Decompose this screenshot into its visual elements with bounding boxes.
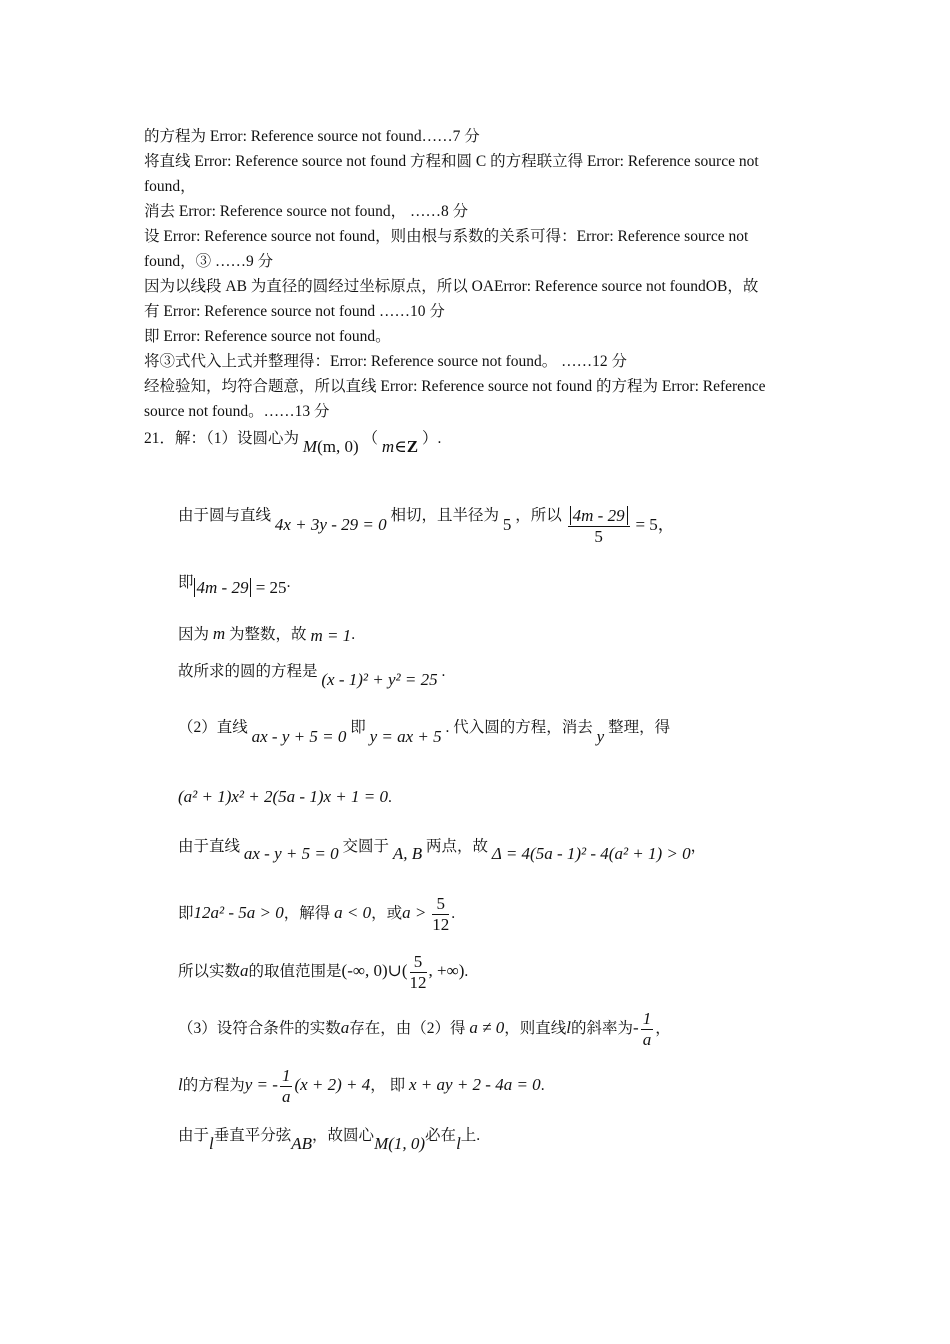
math-var: l: [566, 1018, 571, 1038]
text-line: 消去 Error: Reference source not found， ……8 分: [144, 203, 469, 220]
solution-line: [178, 952, 468, 993]
solution-line: [178, 496, 675, 546]
math: m = 1: [310, 626, 352, 645]
math: 5: [502, 515, 512, 535]
text: 由于直线: [178, 838, 241, 855]
solution-line: [178, 1125, 481, 1153]
math: (a² + 1)x² + 2(5a - 1)x + 1 = 0: [178, 787, 388, 806]
math: 1: [281, 1066, 291, 1085]
math-var: m: [212, 624, 226, 643]
text: .: [540, 1077, 545, 1095]
math: y = -: [244, 1075, 278, 1095]
math: (-∞, 0)∪(: [341, 961, 408, 981]
text: 即: [178, 574, 194, 591]
math: , +∞): [428, 961, 465, 981]
math: a ≠ 0: [469, 1018, 505, 1038]
text: 的斜率为: [571, 1020, 634, 1038]
text: .: [441, 663, 446, 680]
math: (x - 1)² + y² = 25: [321, 670, 438, 689]
math: ax - y + 5 = 0: [243, 844, 339, 863]
text: ）.: [421, 430, 442, 447]
math: 1: [642, 1009, 652, 1028]
text: 由于: [178, 1127, 210, 1144]
math: Z: [406, 437, 419, 456]
text: 相切，且半径为: [390, 507, 499, 525]
math: (x + 2) + 4: [294, 1075, 371, 1095]
problem-21-heading: [144, 428, 442, 456]
math-var: a: [340, 1018, 350, 1038]
math: = 5，: [635, 515, 675, 535]
text-line: 设 Error: Reference source not found，则由根与系数的关系可得：Error: Reference source not: [144, 228, 749, 245]
text: ，故圆心: [312, 1127, 375, 1144]
solution-line: [178, 836, 707, 863]
text: ， 即: [370, 1077, 406, 1095]
text: 存在，由（2）得: [349, 1020, 466, 1038]
fraction: [410, 952, 427, 993]
text: .: [464, 963, 469, 981]
text-line: 将直线 Error: Reference source not found 方程和圆 C 的方程联立得 Error: Reference source not: [144, 153, 759, 170]
math-var: M: [302, 437, 318, 456]
text: （2）直线: [178, 719, 248, 736]
text: 为整数，故: [229, 626, 307, 643]
math-var: y: [596, 727, 605, 746]
math: 12: [432, 915, 450, 934]
math: A, B: [392, 844, 423, 863]
text-line: source not found。……13 分: [144, 403, 330, 420]
math: -: [633, 1018, 639, 1038]
text: .: [387, 789, 392, 806]
text-line: found，③ ……9 分: [144, 253, 274, 270]
math-var: l: [456, 1134, 461, 1153]
fraction: [641, 1009, 654, 1050]
math: = 25: [255, 578, 287, 597]
math: a: [281, 1087, 291, 1106]
text-line: 有 Error: Reference source not found ……10 分: [144, 303, 445, 320]
solution-line: [178, 624, 355, 645]
text-line: 经检验知，均符合题意，所以直线 Error: Reference source not found 的方程为 Error: Reference: [144, 378, 766, 395]
text: 所以实数: [178, 963, 241, 981]
text: 的方程为: [182, 1077, 245, 1095]
math: 12: [409, 973, 427, 992]
math: 5: [594, 527, 603, 546]
math: 5: [410, 952, 427, 973]
text: 整理，得: [608, 719, 671, 736]
math: 4x + 3y - 29 = 0: [274, 515, 387, 535]
text: 两点，故: [426, 838, 489, 855]
math: Δ = 4(5a - 1)² - 4(a² + 1) > 0: [491, 844, 691, 863]
math: ∈: [394, 437, 407, 456]
math-var: l: [178, 1075, 183, 1095]
solution-line: [178, 661, 446, 689]
solution-line: [178, 1066, 545, 1107]
math: (m, 0): [317, 437, 359, 456]
math: M(1, 0): [374, 1134, 426, 1153]
text: 由于圆与直线: [178, 507, 272, 525]
math: 4m - 29: [570, 506, 628, 525]
text: 即: [178, 905, 194, 923]
text: 即: [350, 719, 366, 736]
text: . 代入圆的方程，消去: [445, 719, 593, 736]
solution-line: [178, 787, 392, 808]
solution-line: [178, 894, 455, 935]
text-line: found，: [144, 178, 196, 195]
math: a: [642, 1030, 652, 1049]
math: ax - y + 5 = 0: [251, 727, 347, 746]
math: 5: [432, 894, 449, 915]
text: ，或: [371, 905, 403, 923]
text: 上.: [460, 1127, 481, 1144]
solution-line: [178, 717, 671, 746]
text-line: 的方程为 Error: Reference source not found……7 分: [144, 128, 480, 145]
fraction: [280, 1066, 293, 1107]
text: 故所求的圆的方程是: [178, 663, 318, 680]
text: ，解得: [283, 905, 331, 923]
text: .: [451, 905, 456, 923]
text-line: 将③式代入上式并整理得：Error: Reference source not found。 ……12 分: [144, 353, 627, 370]
text: .: [286, 574, 291, 591]
text: 因为: [178, 626, 210, 643]
text: 必在: [425, 1127, 457, 1144]
math: y = ax + 5: [369, 727, 442, 746]
fraction: [432, 894, 449, 935]
math: AB: [291, 1134, 313, 1153]
text: 垂直平分弦: [213, 1127, 292, 1144]
text: ，所以: [515, 507, 562, 525]
solution-line: [178, 1009, 671, 1050]
text: ，: [690, 838, 707, 855]
text: ，: [655, 1020, 671, 1038]
text-line: 即 Error: Reference source not found。: [144, 328, 391, 345]
text: 的取值范围是: [248, 963, 342, 981]
text: （: [362, 430, 378, 447]
solution-line: [178, 572, 291, 597]
math-var: a: [240, 961, 249, 981]
math: a >: [402, 903, 427, 923]
math: a < 0: [334, 903, 372, 923]
text-line: 因为以线段 AB 为直径的圆经过坐标原点，所以 OAError: Reference source not foundOB，故: [144, 278, 759, 295]
math: 12a² - 5a > 0: [193, 903, 284, 923]
text: .: [351, 626, 356, 643]
text: ，则直线: [504, 1020, 567, 1038]
math: 4m - 29: [194, 578, 252, 597]
math-var: l: [209, 1134, 214, 1153]
fraction: [568, 506, 630, 547]
math-var: m: [381, 437, 395, 456]
math: x + ay + 2 - 4a = 0: [409, 1075, 541, 1095]
text: 21．解：（1）设圆心为: [144, 430, 300, 447]
text: 交圆于: [342, 838, 389, 855]
text: （3）设符合条件的实数: [178, 1020, 341, 1038]
